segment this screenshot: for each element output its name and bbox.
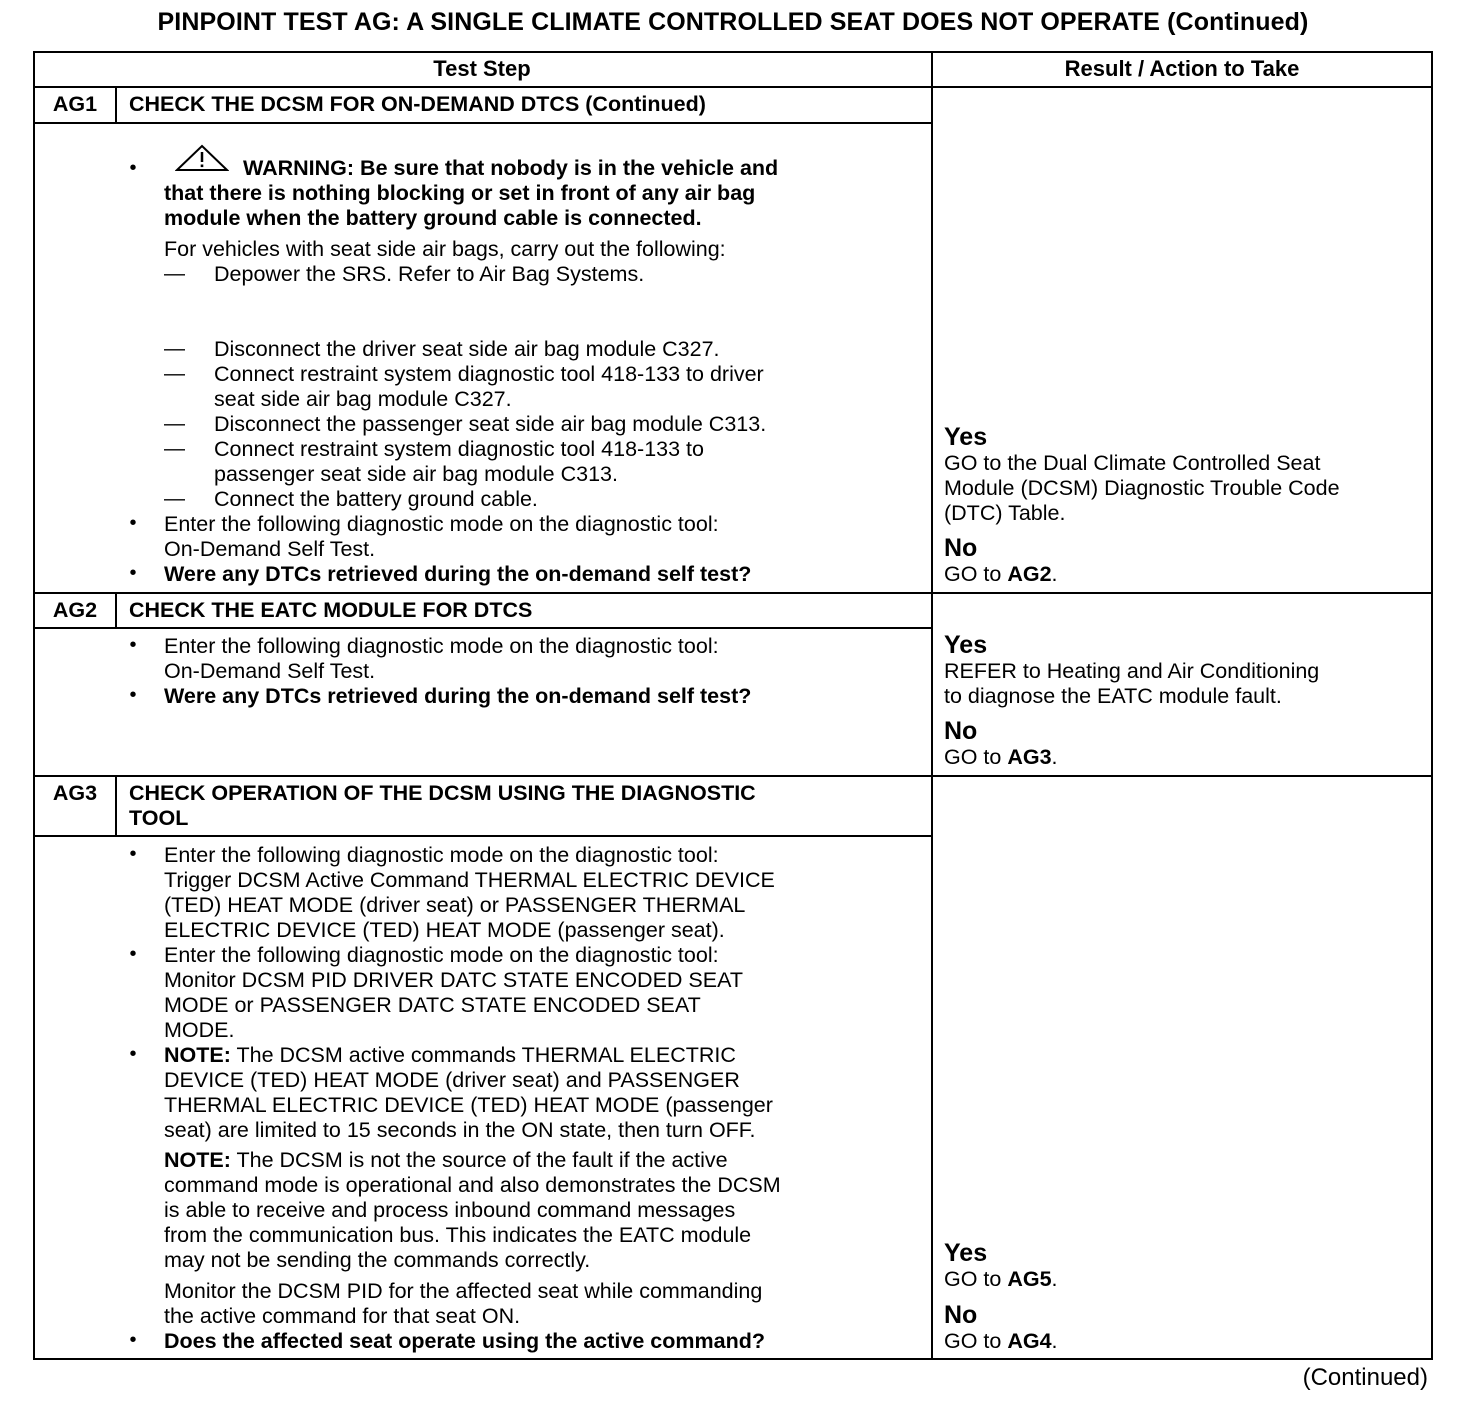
ag2-no-label: No bbox=[944, 717, 978, 745]
ag3-no-target: AG4 bbox=[1007, 1329, 1052, 1353]
ag3-yes-label: Yes bbox=[944, 1239, 988, 1267]
ag2-bullet-text: Enter the following diagnostic mode on the diagnostic tool: bbox=[164, 634, 719, 658]
ag3-yes-target: AG5 bbox=[1007, 1267, 1052, 1291]
ag3-yes-text: GO to AG5. bbox=[944, 1267, 1058, 1291]
bullet: • bbox=[129, 512, 137, 534]
warning-line: WARNING: Be sure that nobody is in the vehicle and bbox=[243, 156, 779, 180]
ag1-sub: Disconnect the passenger seat side air bag module C313. bbox=[214, 412, 767, 436]
ag1-sub: Connect the battery ground cable. bbox=[214, 487, 538, 511]
ag3-monitor-line: Monitor the DCSM PID for the affected seat while commanding bbox=[164, 1279, 763, 1303]
ag3-b2-line: Monitor DCSM PID DRIVER DATC STATE ENCODED SEAT bbox=[164, 968, 743, 992]
ag3-note2-line: command mode is operational and also demonstrates the DCSM bbox=[164, 1173, 781, 1197]
ag3-no-label: No bbox=[944, 1301, 978, 1329]
ag2-no-text: GO to AG3. bbox=[944, 745, 1058, 769]
header-test-step: Test Step bbox=[433, 56, 531, 81]
ag1-depower: Depower the SRS. Refer to Air Bag Systems. bbox=[214, 262, 645, 286]
ag1-sub: passenger seat side air bag module C313. bbox=[214, 462, 618, 486]
pinpoint-test-table bbox=[33, 51, 1433, 1360]
ag2-yes-text: REFER to Heating and Air Conditioning bbox=[944, 659, 1320, 683]
dash: — bbox=[164, 362, 185, 385]
warning-line: module when the battery ground cable is connected. bbox=[164, 206, 702, 230]
ag3-no-text: GO to AG4. bbox=[944, 1329, 1058, 1353]
ag1-no-text: GO to AG2. bbox=[944, 562, 1058, 586]
ag3-b1-line: (TED) HEAT MODE (driver seat) or PASSENGER THERMAL bbox=[164, 893, 746, 917]
step-number-ag3: AG3 bbox=[52, 781, 98, 805]
step-title-ag2: CHECK THE EATC MODULE FOR DTCS bbox=[129, 598, 533, 622]
step-title-ag3: TOOL bbox=[129, 806, 189, 830]
step-number-ag1: AG1 bbox=[52, 92, 98, 116]
ag3-note2-line: NOTE: The DCSM is not the source of the fault if the active bbox=[164, 1148, 728, 1172]
ag3-b1-line: Enter the following diagnostic mode on the diagnostic tool: bbox=[164, 843, 719, 867]
warning-line: that there is nothing blocking or set in front of any air bag bbox=[164, 181, 756, 205]
ag2-yes-text: to diagnose the EATC module fault. bbox=[944, 684, 1282, 708]
ag3-monitor-line: the active command for that seat ON. bbox=[164, 1304, 521, 1328]
bullet: • bbox=[129, 1329, 137, 1351]
bullet: • bbox=[129, 684, 137, 706]
ag2-bullet-text: On-Demand Self Test. bbox=[164, 659, 376, 683]
step-title-ag1: CHECK THE DCSM FOR ON-DEMAND DTCS (Continued) bbox=[129, 92, 706, 116]
bullet: • bbox=[129, 943, 137, 965]
dash: — bbox=[164, 412, 185, 435]
ag3-note1-line: THERMAL ELECTRIC DEVICE (TED) HEAT MODE (passenger bbox=[164, 1093, 773, 1117]
ag1-yes-text: GO to the Dual Climate Controlled Seat bbox=[944, 451, 1321, 475]
ag2-question: Were any DTCs retrieved during the on-demand self test? bbox=[164, 684, 752, 708]
ag3-note1-line: seat) are limited to 15 seconds in the ON state, then turn OFF. bbox=[164, 1118, 756, 1142]
ag3-note1-line: NOTE: The DCSM active commands THERMAL ELECTRIC bbox=[164, 1043, 736, 1067]
ag1-no-label: No bbox=[944, 534, 978, 562]
ag3-note2-line: is able to receive and process inbound command messages bbox=[164, 1198, 736, 1222]
ag3-question: Does the affected seat operate using the active command? bbox=[164, 1329, 765, 1353]
ag1-yes-text: (DTC) Table. bbox=[944, 501, 1066, 525]
ag1-question: Were any DTCs retrieved during the on-demand self test? bbox=[164, 562, 752, 586]
ag2-no-target: AG3 bbox=[1007, 745, 1052, 769]
bullet: • bbox=[129, 843, 137, 865]
ag1-sub: Disconnect the driver seat side air bag module C327. bbox=[214, 337, 720, 361]
step-number-ag2: AG2 bbox=[52, 598, 98, 622]
ag1-yes-label: Yes bbox=[944, 423, 988, 451]
ag1-no-target: AG2 bbox=[1007, 562, 1052, 586]
ag1-bullet-text: Enter the following diagnostic mode on the diagnostic tool: bbox=[164, 512, 719, 536]
step-title-ag3: CHECK OPERATION OF THE DCSM USING THE DIAGNOSTIC bbox=[129, 781, 756, 805]
ag3-b2-line: Enter the following diagnostic mode on the diagnostic tool: bbox=[164, 943, 719, 967]
dash: — bbox=[164, 337, 185, 360]
dash: — bbox=[164, 437, 185, 460]
ag3-b2-line: MODE. bbox=[164, 1018, 235, 1042]
page-title: PINPOINT TEST AG: A SINGLE CLIMATE CONTROLLED SEAT DOES NOT OPERATE (Continued) bbox=[157, 8, 1309, 36]
ag1-sub: Connect restraint system diagnostic tool 418-133 to driver bbox=[214, 362, 764, 386]
ag3-b1-line: ELECTRIC DEVICE (TED) HEAT MODE (passenger seat). bbox=[164, 918, 725, 942]
ag1-bullet-text: On-Demand Self Test. bbox=[164, 537, 376, 561]
ag3-note2-line: may not be sending the commands correctly. bbox=[164, 1248, 591, 1272]
dash: — bbox=[164, 487, 185, 510]
continued-label: (Continued) bbox=[1302, 1364, 1428, 1391]
ag3-note1-line: DEVICE (TED) HEAT MODE (driver seat) and PASSENGER bbox=[164, 1068, 740, 1092]
bullet: • bbox=[129, 634, 137, 656]
bullet: • bbox=[129, 1043, 137, 1065]
header-result: Result / Action to Take bbox=[1064, 56, 1300, 81]
ag1-sub: seat side air bag module C327. bbox=[214, 387, 512, 411]
bullet: • bbox=[129, 562, 137, 584]
bullet: • bbox=[129, 157, 137, 179]
ag3-b2-line: MODE or PASSENGER DATC STATE ENCODED SEAT bbox=[164, 993, 701, 1017]
ag1-intro: For vehicles with seat side air bags, carry out the following: bbox=[164, 237, 726, 261]
ag2-yes-label: Yes bbox=[944, 631, 988, 659]
warning-triangle-icon bbox=[175, 144, 229, 172]
ag3-b1-line: Trigger DCSM Active Command THERMAL ELECTRIC DEVICE bbox=[164, 868, 775, 892]
dash: — bbox=[164, 262, 185, 285]
ag1-yes-text: Module (DCSM) Diagnostic Trouble Code bbox=[944, 476, 1340, 500]
ag1-sub: Connect restraint system diagnostic tool 418-133 to bbox=[214, 437, 704, 461]
ag3-note2-line: from the communication bus. This indicates the EATC module bbox=[164, 1223, 752, 1247]
